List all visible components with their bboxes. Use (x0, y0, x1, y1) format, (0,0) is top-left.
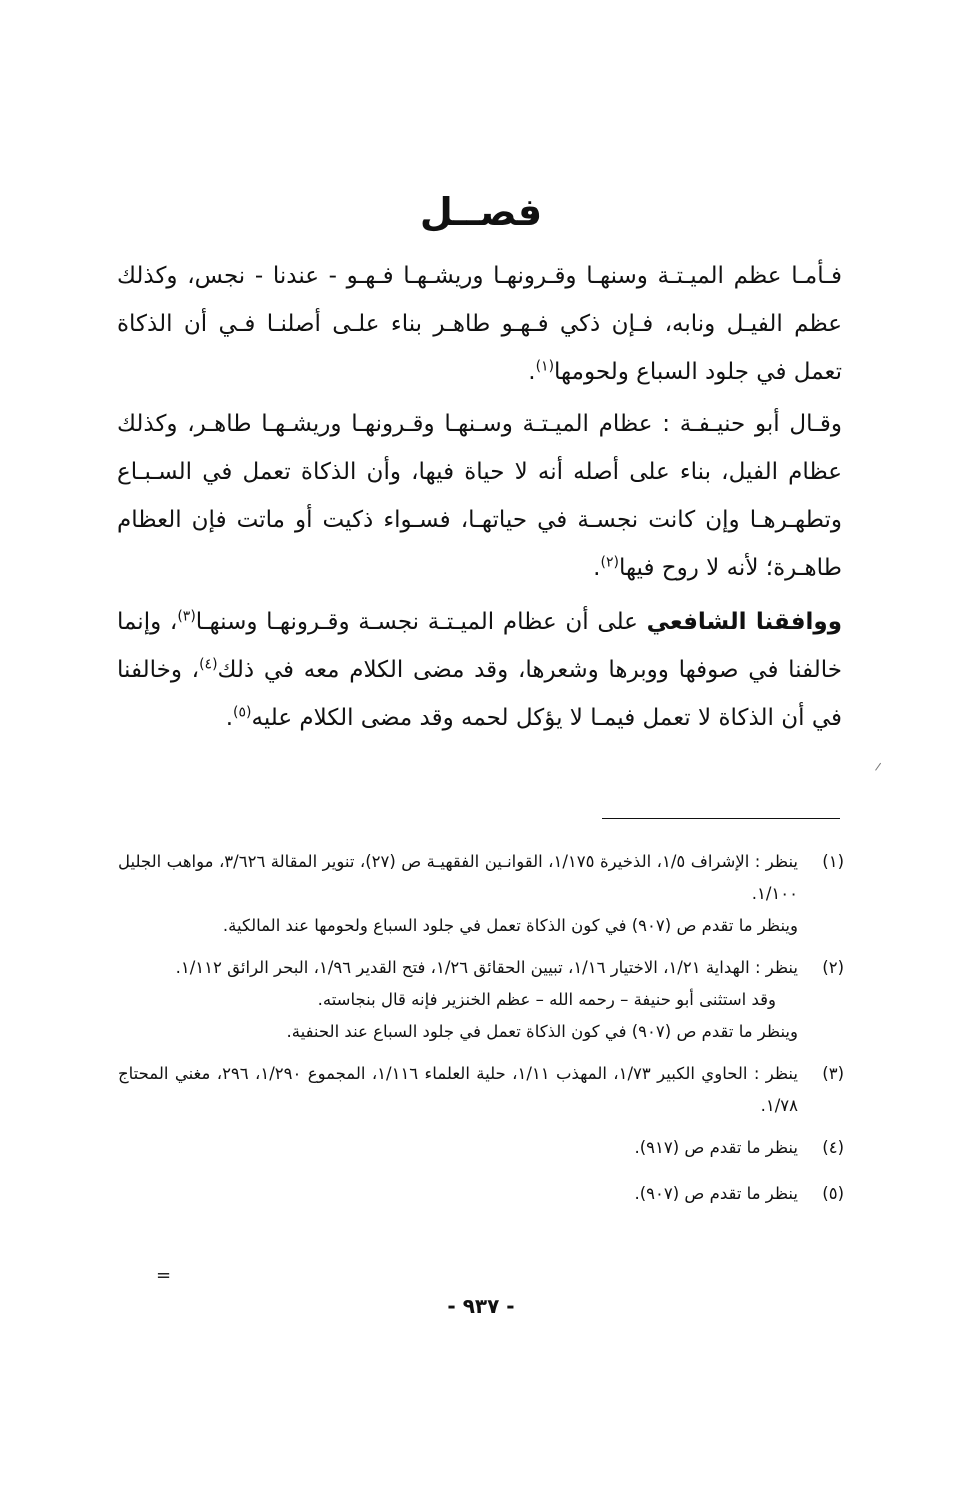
paragraph-3-lead: ووافقنا الشافعي (646, 609, 842, 635)
paragraph-3-text-1: على أن عظام الميـتـة نجسـة وقـرونهـا وسنهـا (195, 609, 647, 635)
footnote-ref-5[interactable]: (٥) (233, 704, 252, 721)
paragraph-1-text: فـأمـا عظم الميـتـة وسنهـا وقـرونهـا وريشـهـا فـهـو - عندنا - نجس، وكذلك عظم الفيـل ونابه، فـإن ذكي فـهـو طاهـر بناء علـى أصلنـا فـي أن الذكاة تعمل في جلود السباع ولحومها (117, 263, 842, 385)
footnote-number: (١) (822, 852, 844, 871)
section-heading: فصــل (419, 190, 543, 234)
footnote-ref-2[interactable]: (٢) (600, 554, 619, 571)
paragraph-3-text-3: ، وخالفنا في أن الذكاة لا تعمل فيمـا لا يؤكل لحمه وقد مضى الكلام عليه (117, 657, 842, 731)
footnote-separator (602, 818, 840, 819)
footnote-number: (٢) (822, 958, 844, 977)
paragraph-1 (117, 252, 842, 396)
footnote-text: ينظر : الإشراف ١/٥، الذخيرة ١/١٧٥، القوانـين الفقهيـة ص (٢٧)، تنوير المقالة ٣/٦٢٦، مواهب الجليل ١/١٠٠. (118, 852, 799, 903)
footnote-5 (118, 1178, 844, 1210)
paragraph-2-text: وقـال أبو حنيـفـة : عظام الميـتـة وسـنهـا وقـرونهـا وريشـهـا طاهـر، وكذلك عظام الفيل، بناء على أصله أنه لا حياة فيها، وأن الذكاة تعمل في السـبـاع وتطهـرهـا وإن كانت نجسـة في حياتهـا، فسـواء ذكيت أو ماتت فإن العظام طاهـرة؛ لأنه لا روح فيها (117, 411, 842, 581)
footnote-ref-4[interactable]: (٤) (199, 656, 218, 673)
paragraph-2-end: . (593, 555, 601, 581)
page-number: - ٩٣٧ - (447, 1294, 515, 1318)
footnote-4 (118, 1132, 844, 1164)
footnote-note: وقد استثنى أبو حنيفة – رحمه الله – عظم الخنزير فإنه قال بنجاسته. (317, 990, 776, 1009)
paragraph-2 (117, 400, 842, 592)
footnote-1 (118, 846, 844, 942)
margin-pencil-mark (875, 763, 882, 772)
footnote-ref-1[interactable]: (١) (535, 358, 555, 375)
paragraph-3-text-2: ، وإنما خالفنا في صوفها ووبرها وشعرها، وقد مضى الكلام معه في ذلك (117, 609, 842, 683)
footnote-text: ينظر : الهداية ١/٢١، الاختيار ١/١٦، تبيين الحقائق ١/٢٦، فتح القدير ١/٩٦، البحر الرائق ١/١١٢. (175, 958, 798, 977)
footnote-note: وينظر ما تقدم ص (٩٠٧) في كون الذكاة تعمل في جلود السباع ولحومها عند المالكية. (222, 916, 798, 935)
footnote-number: (٣) (822, 1064, 844, 1083)
paragraph-3 (117, 598, 842, 742)
footnote-note: وينظر ما تقدم ص (٩٠٧) في كون الذكاة تعمل في جلود السباع عند الحنفية. (286, 1022, 798, 1041)
paragraph-1-end: . (528, 359, 536, 385)
footnote-number: (٤) (822, 1138, 844, 1157)
footnotes (118, 846, 844, 1210)
footnote-2 (118, 952, 844, 1048)
paragraph-3-end: . (225, 705, 234, 731)
footnote-3 (118, 1058, 844, 1122)
footnote-ref-3[interactable]: (٣) (177, 608, 196, 625)
footnote-text: ينظر ما تقدم ص (٩١٧). (634, 1138, 798, 1157)
footnote-text: ينظر : الحاوي الكبير ١/٧٣، المهذب ١/١١، حلية العلماء ١/١١٦، المجموع ١/٢٩٠، ٢٩٦، مغني المحتاج ١/٧٨. (118, 1064, 798, 1115)
footnote-number: (٥) (822, 1184, 844, 1203)
footnote-text: ينظر ما تقدم ص (٩٠٧). (634, 1184, 798, 1203)
stray-mark: = (156, 1265, 172, 1286)
